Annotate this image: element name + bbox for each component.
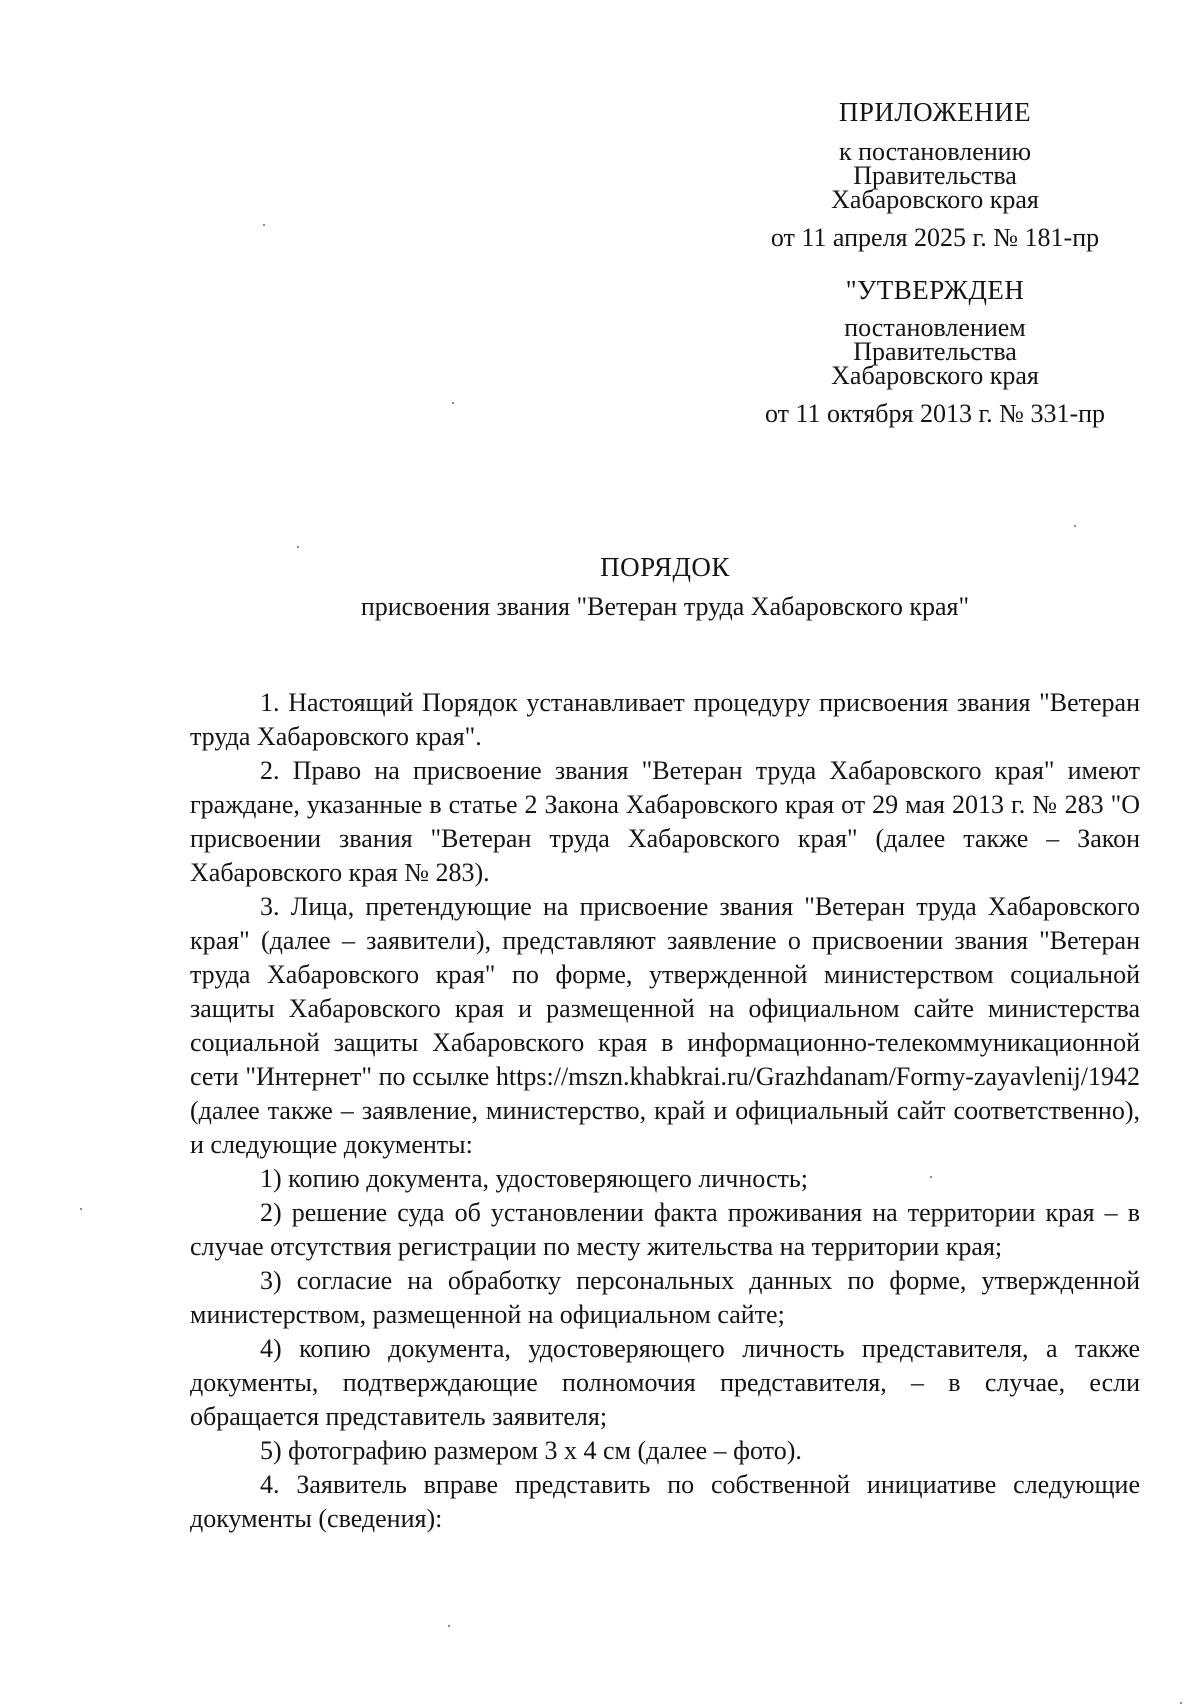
appendix-title: ПРИЛОЖЕНИЕ (838, 97, 1032, 127)
document-body (190, 686, 1140, 1536)
list-item-4: 4) копию документа, удостоверяющего личность представителя, а также документы, подтверждающие полномочия представителя, – в случае, если обращается представитель заявителя; (190, 1334, 1140, 1431)
list-item-1: 1) копию документа, удостоверяющего личность; (260, 1164, 808, 1193)
appendix-line-3: Хабаровского края (831, 185, 1039, 214)
appendix-date: от 11 апреля 2025 г. № 181-пр (770, 223, 1100, 252)
approved-title: "УТВЕРЖДЕН (845, 275, 1025, 305)
list-item-2: 2) решение суда об установлении факта проживания на территории края – в случае отсутствия регистрации по месту жительства на территории края; (190, 1198, 1140, 1261)
scan-speck (263, 224, 265, 226)
appendix-line-1: к постановлению (838, 137, 1032, 166)
approved-date: от 11 октября 2013 г. № 331-пр (764, 399, 1106, 428)
paragraph-1: 1. Настоящий Порядок устанавливает процедуру присвоения звания "Ветеран труда Хабаровского края". (190, 688, 1140, 751)
scan-speck (1074, 525, 1076, 527)
paragraph-4: 4. Заявитель вправе представить по собственной инициативе следующие документы (сведения): (190, 1470, 1140, 1533)
paragraph-2: 2. Право на присвоение звания "Ветеран труда Хабаровского края" имеют граждане, указанные в статье 2 Закона Хабаровского края от 29 мая 2013 г. № 283 "О присвоении звания "Ветеран труда Хабаровского края" (далее также – Закон Хабаровского края № 283). (190, 756, 1140, 887)
scan-speck (80, 1208, 82, 1210)
appendix-line-2: Правительства (853, 161, 1017, 190)
list-item-3: 3) согласие на обработку персональных данных по форме, утвержденной министерством, размещенной на официальном сайте; (190, 1266, 1140, 1329)
approved-block (740, 275, 1130, 428)
appendix-block (740, 97, 1130, 252)
scan-speck (452, 402, 454, 404)
approved-line-3: Хабаровского края (831, 361, 1039, 390)
scan-speck (1180, 1702, 1182, 1704)
list-item-5: 5) фотографию размером 3 х 4 см (далее – фото). (260, 1436, 802, 1465)
approved-line-1: постановлением (844, 313, 1026, 342)
scan-speck (448, 1625, 450, 1627)
scan-speck (297, 546, 299, 548)
approved-line-2: Правительства (853, 337, 1017, 366)
scan-speck (930, 1176, 932, 1178)
paragraph-3: 3. Лица, претендующие на присвоение звания "Ветеран труда Хабаровского края" (далее – заявители), представляют заявление о присвоении звания "Ветеран труда Хабаровского края" по форме, утвержденной министерством социальной защиты Хабаровского края и размещенной на официальном сайте министерства социальной защиты Хабаровского края в информационно-телекоммуникационной сети "Интернет" по ссылке https://mszn.khabkrai.ru/Grazhdanam/Formy-zayavlenij/1942 (далее также – заявление, министерство, край и официальный сайт соответственно), и следующие документы: (190, 892, 1140, 1159)
document-subtitle: присвоения звания "Ветеран труда Хабаровского края" (360, 592, 970, 621)
document-title: ПОРЯДОК (600, 552, 730, 582)
